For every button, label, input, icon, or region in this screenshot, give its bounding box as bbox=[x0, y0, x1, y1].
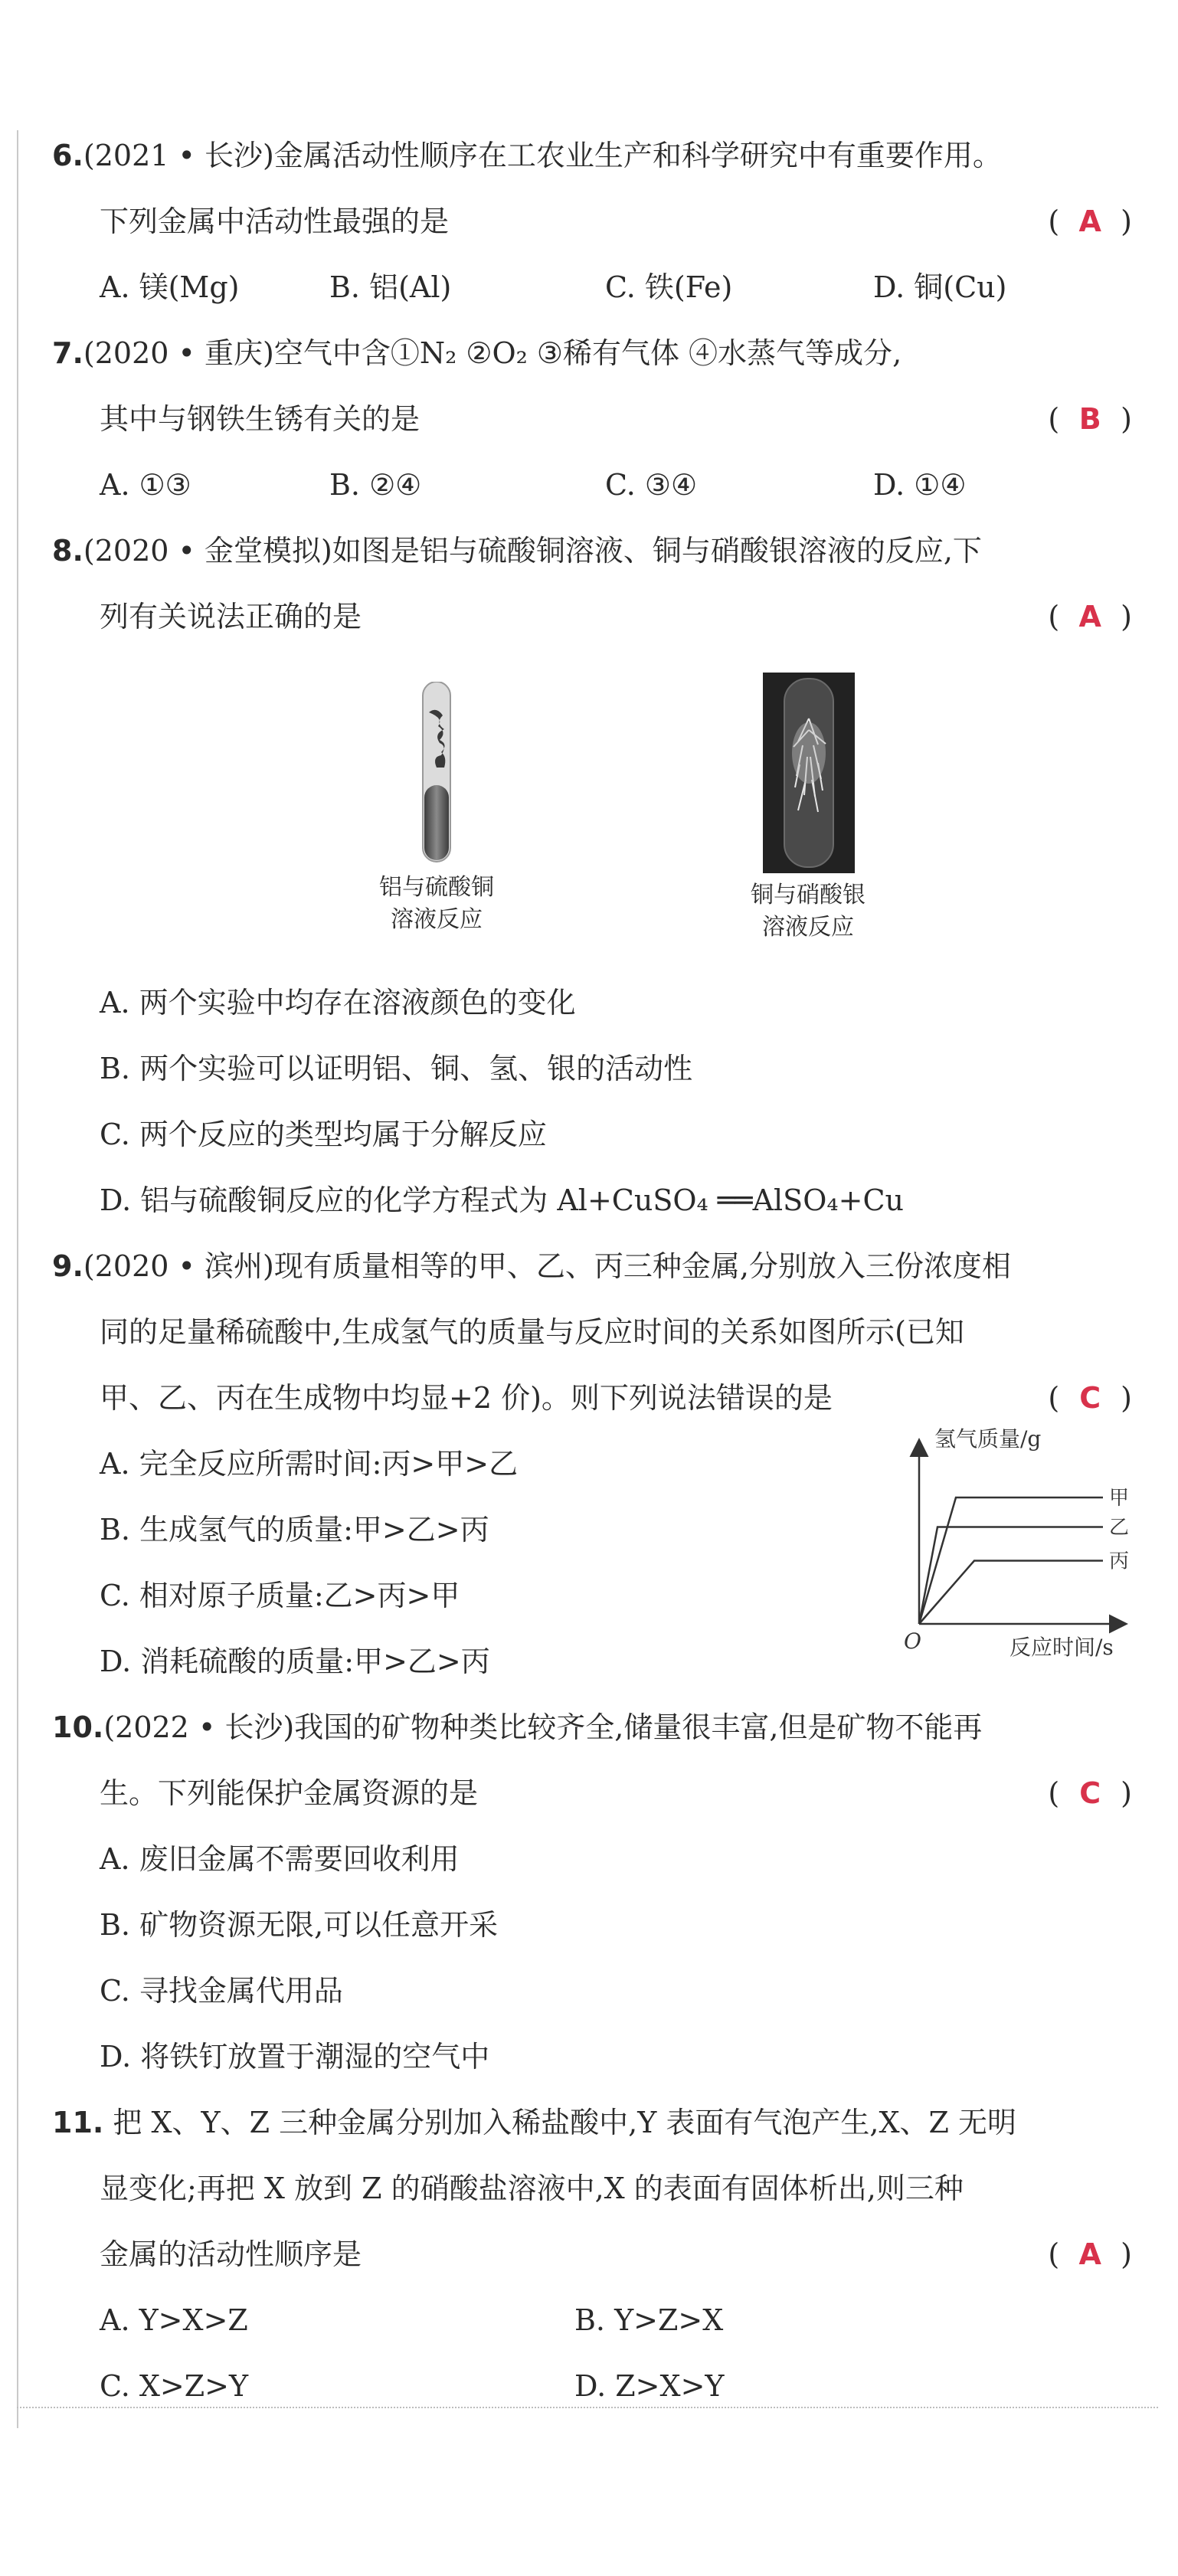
question-11 bbox=[52, 2090, 1132, 2419]
option-d: D. 将铁钉放置于潮湿的空气中 bbox=[100, 2040, 490, 2074]
option-c: C. 相对原子质量:乙>丙>甲 bbox=[100, 1579, 460, 1612]
question-text: 甲、乙、丙在生成物中均显+2 价)。则下列说法错误的是 bbox=[100, 1381, 833, 1415]
question-text: 生。下列能保护金属资源的是 bbox=[100, 1776, 479, 1810]
question-number: 11. bbox=[52, 2106, 104, 2139]
test-tube-image bbox=[763, 673, 855, 873]
option-a: A. ①③ bbox=[100, 468, 191, 502]
hydrogen-mass-chart bbox=[881, 1425, 1141, 1665]
figure-caption: 铝与硫酸铜 溶液反应 bbox=[379, 874, 494, 933]
question-text: (2022 • 长沙)我国的矿物种类比较齐全,储量很丰富,但是矿物不能再 bbox=[103, 1710, 983, 1744]
left-margin-rule bbox=[17, 130, 18, 2428]
question-number: 9. bbox=[52, 1249, 83, 1283]
question-text: 把 X、Y、Z 三种金属分别加入稀盐酸中,Y 表面有气泡产生,X、Z 无明 bbox=[113, 2106, 1016, 2139]
answer-bracket: ( A ) bbox=[1048, 188, 1132, 254]
question-text: 金属的活动性顺序是 bbox=[100, 2237, 362, 2271]
answer-bracket: ( A ) bbox=[1048, 584, 1132, 650]
question-8-options bbox=[52, 970, 1132, 1233]
answer-letter: C bbox=[1079, 1381, 1101, 1415]
test-tube-figure-al-cuso4 bbox=[406, 682, 467, 876]
series-label-0: 甲 bbox=[1109, 1487, 1130, 1510]
answer-letter: A bbox=[1078, 600, 1101, 633]
origin-label: O bbox=[904, 1628, 921, 1654]
answer-bracket: ( C ) bbox=[1048, 1760, 1132, 1826]
option-b: B. ②④ bbox=[329, 468, 422, 502]
question-text: (2020 • 滨州)现有质量相等的甲、乙、丙三种金属,分别放入三份浓度相 bbox=[83, 1249, 1011, 1283]
x-axis-label: 反应时间/s bbox=[1009, 1635, 1114, 1660]
question-7 bbox=[52, 320, 1132, 518]
series-label-2: 丙 bbox=[1109, 1550, 1130, 1573]
question-text: 列有关说法正确的是 bbox=[100, 600, 362, 633]
answer-bracket: ( C ) bbox=[1048, 1365, 1132, 1431]
chart-svg bbox=[881, 1425, 1141, 1662]
option-c: C. 铁(Fe) bbox=[605, 270, 733, 304]
option-d: D. Z>X>Y bbox=[574, 2369, 725, 2403]
question-text: 同的足量稀硫酸中,生成氢气的质量与反应时间的关系如图所示(已知 bbox=[100, 1315, 964, 1349]
question-text: (2021 • 长沙)金属活动性顺序在工农业生产和科学研究中有重要作用。 bbox=[83, 139, 1002, 172]
question-10 bbox=[52, 1694, 1132, 2090]
option-d: D. 铝与硫酸铜反应的化学方程式为 Al+CuSO₄ ══AlSO₄+Cu bbox=[100, 1183, 904, 1217]
series-line-1 bbox=[919, 1527, 1103, 1625]
answer-letter: A bbox=[1078, 205, 1101, 238]
option-b: B. 生成氢气的质量:甲>乙>丙 bbox=[100, 1513, 489, 1547]
option-c: C. ③④ bbox=[605, 468, 698, 502]
option-a: A. 两个实验中均存在溶液颜色的变化 bbox=[100, 986, 576, 1020]
option-c: C. 寻找金属代用品 bbox=[100, 1974, 343, 2008]
answer-letter: C bbox=[1079, 1776, 1101, 1810]
option-a: A. 完全反应所需时间:丙>甲>乙 bbox=[100, 1447, 519, 1481]
option-b: B. Y>Z>X bbox=[574, 2303, 724, 2337]
option-a: A. Y>X>Z bbox=[100, 2303, 248, 2337]
question-8 bbox=[52, 518, 1132, 650]
question-text: 其中与钢铁生锈有关的是 bbox=[100, 402, 420, 436]
option-b: B. 两个实验可以证明铝、铜、氢、银的活动性 bbox=[100, 1052, 693, 1085]
option-a: A. 废旧金属不需要回收利用 bbox=[100, 1842, 460, 1876]
question-number: 7. bbox=[52, 336, 83, 370]
question-number: 10. bbox=[52, 1710, 104, 1744]
bottom-dotted-rule bbox=[17, 2407, 1158, 2409]
question-text: 显变化;再把 X 放到 Z 的硝酸盐溶液中,X 的表面有固体析出,则三种 bbox=[100, 2172, 964, 2205]
answer-letter: A bbox=[1078, 2237, 1101, 2271]
option-b: B. 铝(Al) bbox=[329, 270, 452, 304]
answer-bracket: ( B ) bbox=[1048, 386, 1132, 452]
option-c: C. X>Z>Y bbox=[100, 2369, 249, 2403]
question-text: 下列金属中活动性最强的是 bbox=[100, 205, 450, 238]
question-text: (2020 • 重庆)空气中含①N₂ ②O₂ ③稀有气体 ④水蒸气等成分, bbox=[83, 336, 902, 370]
option-a: A. 镁(Mg) bbox=[100, 270, 240, 304]
option-c: C. 两个反应的类型均属于分解反应 bbox=[100, 1118, 547, 1151]
question-number: 8. bbox=[52, 534, 83, 568]
test-tube-figure-cu-agno3 bbox=[763, 673, 855, 876]
series-line-2 bbox=[919, 1561, 1103, 1625]
option-d: D. ①④ bbox=[873, 468, 967, 502]
option-d: D. 消耗硫酸的质量:甲>乙>丙 bbox=[100, 1645, 490, 1678]
question-6 bbox=[52, 123, 1132, 320]
answer-letter: B bbox=[1078, 402, 1101, 436]
y-axis-label: 氢气质量/g bbox=[934, 1426, 1042, 1452]
option-b: B. 矿物资源无限,可以任意开采 bbox=[100, 1908, 499, 1942]
figure-caption: 铜与硝酸银 溶液反应 bbox=[751, 882, 866, 941]
series-label-1: 乙 bbox=[1109, 1516, 1130, 1540]
answer-bracket: ( A ) bbox=[1048, 2221, 1132, 2287]
question-number: 6. bbox=[52, 139, 83, 172]
option-d: D. 铜(Cu) bbox=[873, 270, 1007, 304]
question-text: (2020 • 金堂模拟)如图是铝与硫酸铜溶液、铜与硝酸银溶液的反应,下 bbox=[83, 534, 982, 568]
test-tube-image bbox=[406, 682, 467, 873]
